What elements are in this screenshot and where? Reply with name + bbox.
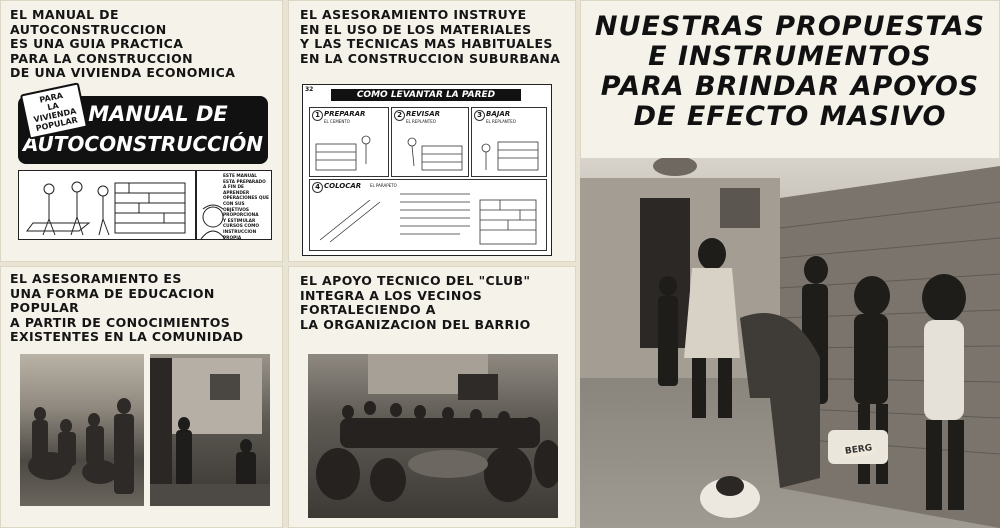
photo-house-yard [150,354,270,506]
educacion-caption: EL ASESORAMIENTO ES UNA FORMA DE EDUCACION POPULAR A PARTIR DE CONOCIMIENTOS EXISTENTES EN LA COMUNIDAD [10,271,244,344]
step-2-number: 2 [394,110,405,121]
builders-drawing [19,171,195,239]
step-3-label: BAJAR [486,110,511,118]
step-4-drawing [310,180,546,250]
step-1-sub: EL CEMENTO [324,119,350,124]
house-yard-scene [150,354,270,506]
manual-banner: PARA LA VIVIENDA POPULAR [20,82,88,139]
panel-propuestas [580,0,1000,528]
comic-title: COMO LEVANTAR LA PARED [356,90,496,100]
comic-step-1 [309,107,389,177]
step-3-sub: EL REPLANTEO [486,119,516,124]
panel-educacion [0,266,283,528]
comic-step-2 [391,107,469,177]
step-3-drawing [472,108,546,176]
step-4-sub: EL PARAPETO [370,183,397,188]
assembly-scene [308,354,558,518]
step-2-drawing [392,108,468,176]
photo-outdoor-meeting [20,354,144,506]
photo-community-meeting [308,354,558,518]
manual-title-line1: MANUAL DE [88,102,228,126]
comic-step-4 [309,179,547,251]
step-4-label: COLOCAR [324,182,362,190]
manual-speech-panel [196,170,272,240]
comic-step-3 [471,107,547,177]
step-1-label: PREPARAR [324,110,366,118]
step-1-number: 1 [312,110,323,121]
panel-club [288,266,576,528]
panel-asesoramiento-materiales [288,0,576,262]
photo-building-site [580,158,1000,528]
cement-bag-label: BERG [841,442,876,459]
step-4-number: 4 [312,182,323,193]
comic-page-number: 32 [305,86,314,93]
step-2-label: REVISAR [406,110,441,118]
manual-illustration [18,170,196,240]
panel-manual [0,0,283,262]
manual-speech-text: ESTE MANUAL ESTA PREPARADO A FIN DE APRENDER OPERACIONES QUE CON SUS OBJETIVOS PROPORCIONA Y ESTIMULAR CURSOS COMO INSTRUCCION PROPIA [223,174,269,241]
step-2-sub: EL REPLANTEO [406,119,436,124]
comic-page [302,84,552,256]
people-silhouettes [20,354,144,506]
comic-title-bar [331,89,521,101]
materiales-caption: EL ASESORAMIENTO INSTRUYE EN EL USO DE LOS MATERIALES Y LAS TECNICAS MAS HABITUALES EN LA CONSTRUCCION SUBURBANA [300,7,561,66]
manual-caption: EL MANUAL DE AUTOCONSTRUCCION ES UNA GUIA PRACTICA PARA LA CONSTRUCCION DE UNA VIVIENDA ECONOMICA [10,7,236,80]
manual-title-line2: AUTOCONSTRUCCIÓN [22,132,264,156]
building-site-scene [580,158,1000,528]
club-caption: EL APOYO TECNICO DEL "CLUB" INTEGRA A LOS VECINOS FORTALECIENDO A LA ORGANIZACION DEL BARRIO [300,273,531,332]
step-1-drawing [310,108,388,176]
propuestas-headline: NUESTRAS PROPUESTAS E INSTRUMENTOS PARA BRINDAR APOYOS DE EFECTO MASIVO [594,11,986,132]
step-3-number: 3 [474,110,485,121]
